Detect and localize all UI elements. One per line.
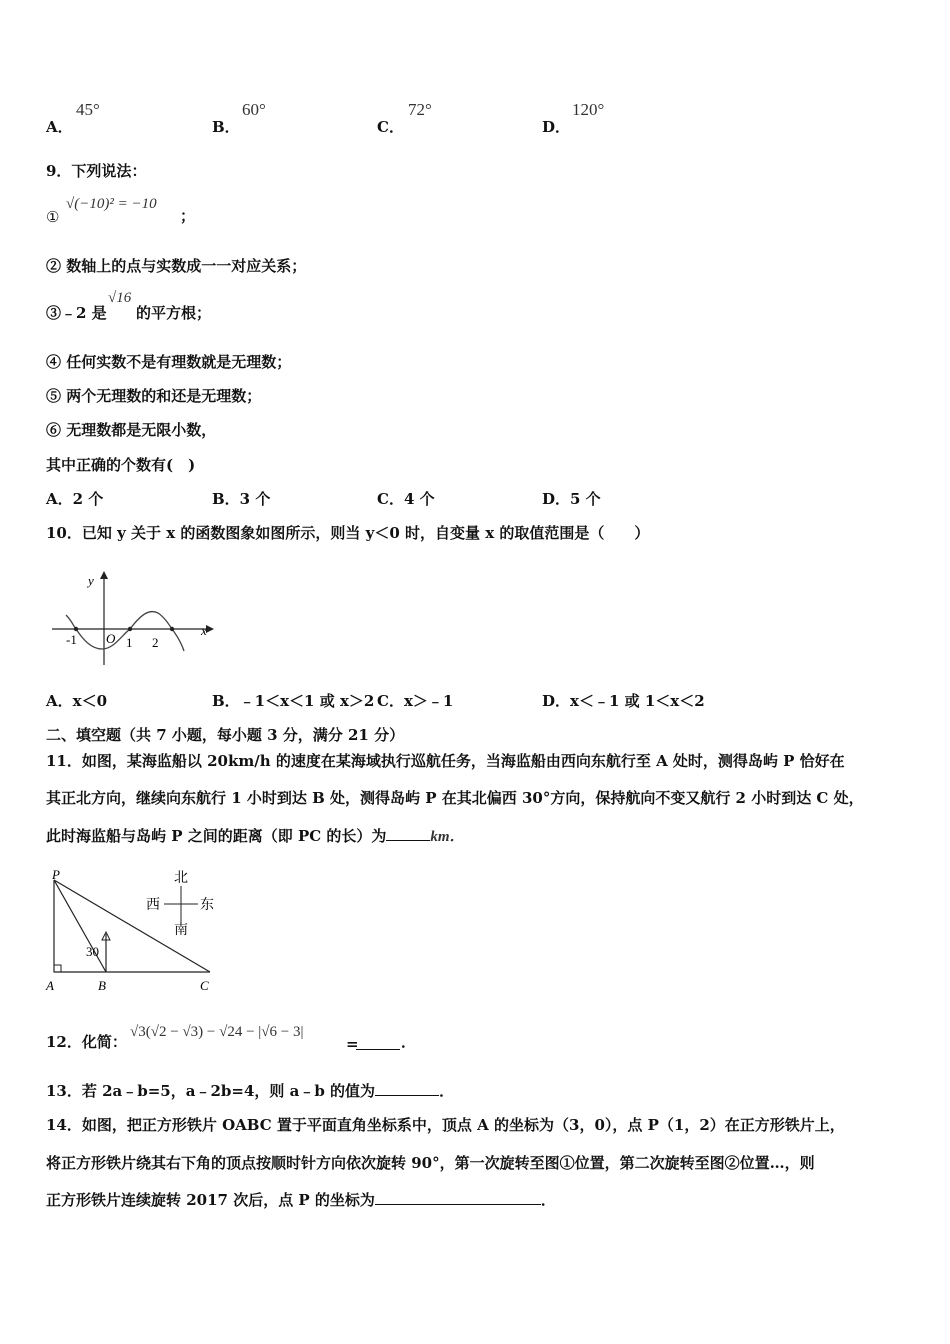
q11-line-3-pre: 此时海监船与岛屿 P 之间的距离（即 PC 的长）为	[46, 827, 387, 845]
q10-option-a: A．x＜0	[46, 692, 108, 710]
q11-line-1: 11．如图，某海监船以 20km/h 的速度在某海域执行巡航任务，当海监船由西向东航行至 A 处时，测得岛屿 P 恰好在	[46, 752, 845, 770]
q8-option-d-label: D．	[542, 118, 571, 136]
q11-label-a: A	[46, 978, 54, 993]
q8-options	[46, 100, 666, 136]
q10-function-graph	[46, 565, 226, 675]
q9-stem: 9．下列说法：	[46, 162, 147, 180]
q10-tick-1: 1	[126, 635, 133, 650]
q9-option-b: B．3 个	[212, 490, 271, 508]
q11-label-c: C	[200, 978, 209, 993]
q10-tick-2: 2	[152, 635, 159, 650]
q10-option-b: B．﹣1＜x＜1 或 x＞2	[212, 692, 375, 710]
q8-option-c-value: 72°	[408, 100, 432, 119]
q14-line-3-end: ．	[540, 1191, 556, 1209]
q11-line-2: 其正北方向，继续向东航行 1 小时到达 B 处，测得岛屿 P 在其北偏西 30°方向，保持航向不变又航行 2 小时到达 C 处，	[46, 789, 864, 807]
q14-line-1: 14．如图，把正方形铁片 OABC 置于平面直角坐标系中，顶点 A 的坐标为（3，0），点 P（1，2）在正方形铁片上，	[46, 1116, 845, 1134]
q10-curve	[66, 612, 184, 651]
q11-right-angle-mark	[54, 965, 61, 972]
q12-equals: =	[346, 1035, 359, 1053]
q9-s3-math: √16	[108, 290, 132, 306]
q11-label-b: B	[98, 978, 106, 993]
q8-option-d-value: 120°	[572, 100, 605, 119]
q10-y-label: y	[88, 573, 94, 588]
q11-line-3	[46, 826, 465, 847]
q10-x-axis-arrow	[206, 625, 214, 633]
q10-point-m1	[74, 627, 78, 631]
q10-y-axis-arrow	[100, 571, 108, 579]
q10-option-c: C．x＞﹣1	[377, 692, 454, 710]
q9-option-a: A．2 个	[46, 490, 104, 508]
q9-statement-2: ② 数轴上的点与实数成一一对应关系；	[46, 257, 307, 275]
q10-point-2	[170, 627, 174, 631]
q13-text: 13．若 2a﹣b=5，a﹣2b=4，则 a﹣b 的值为	[46, 1082, 376, 1100]
q11-line-3-unit: km．	[430, 829, 465, 845]
q12-answer-blank[interactable]	[356, 1035, 400, 1050]
q10-option-d: D．x＜﹣1 或 1＜x＜2	[542, 692, 705, 710]
q10-origin-label: O	[106, 631, 116, 646]
q13-answer-blank[interactable]	[375, 1081, 439, 1096]
q8-option-c-label: C．	[377, 118, 404, 136]
q11-label-p: P	[52, 867, 60, 882]
q9-statement-4: ④ 任何实数不是有理数就是无理数；	[46, 353, 292, 371]
q11-answer-blank[interactable]	[386, 826, 430, 841]
q9-s1-math: √(−10)² = −10	[66, 196, 157, 212]
q9-statement-5: ⑤ 两个无理数的和还是无理数；	[46, 387, 262, 405]
q11-figure	[40, 864, 230, 996]
q9-question: 其中正确的个数有( )	[46, 456, 196, 474]
section2-heading: 二、填空题（共 7 小题，每小题 3 分，满分 21 分）	[46, 726, 405, 744]
q14-line-2: 将正方形铁片绕其右下角的顶点按顺时针方向依次旋转 90°，第一次旋转至图①位置，第二次旋转至图②位置…，则	[46, 1154, 815, 1172]
q9-option-d: D．5 个	[542, 490, 601, 508]
q12-expression: √3(√2 − √3) − √24 − |√6 − 3|	[130, 1024, 304, 1040]
q10-point-1	[128, 627, 132, 631]
q11-compass-south: 南	[174, 922, 188, 938]
q9-s3-pre: ③﹣2 是	[46, 304, 107, 322]
q8-option-a-label: A．	[46, 118, 73, 136]
q9-s1-tail: ；	[180, 207, 196, 225]
q11-compass-west: 西	[146, 897, 160, 913]
q13-end: ．	[439, 1082, 455, 1100]
q11-compass-north: 北	[174, 870, 188, 886]
q9-s3-post: 的平方根；	[136, 304, 212, 322]
q10-x-label: x	[201, 623, 207, 638]
q11-angle-label: 30	[86, 944, 99, 959]
q8-option-a-value: 45°	[76, 100, 100, 119]
q10-tick-m1: -1	[66, 632, 77, 647]
q13	[46, 1081, 454, 1101]
q9-s1-number: ①	[46, 208, 60, 226]
q8-option-b-value: 60°	[242, 100, 266, 119]
q11-compass-east: 东	[200, 897, 214, 913]
q12-end: ．	[401, 1033, 417, 1051]
q14-line-3	[46, 1190, 556, 1210]
q9-statement-6: ⑥ 无理数都是无限小数，	[46, 421, 217, 439]
q14-line-3-pre: 正方形铁片连续旋转 2017 次后，点 P 的坐标为	[46, 1191, 375, 1209]
q9-option-c: C．4 个	[377, 490, 435, 508]
q8-option-b-label: B．	[212, 118, 240, 136]
q12-prefix: 12．化简：	[46, 1033, 127, 1051]
q10-stem: 10．已知 y 关于 x 的函数图象如图所示，则当 y＜0 时，自变量 x 的取值范围是（ ）	[46, 524, 650, 542]
q14-answer-blank[interactable]	[375, 1190, 541, 1205]
